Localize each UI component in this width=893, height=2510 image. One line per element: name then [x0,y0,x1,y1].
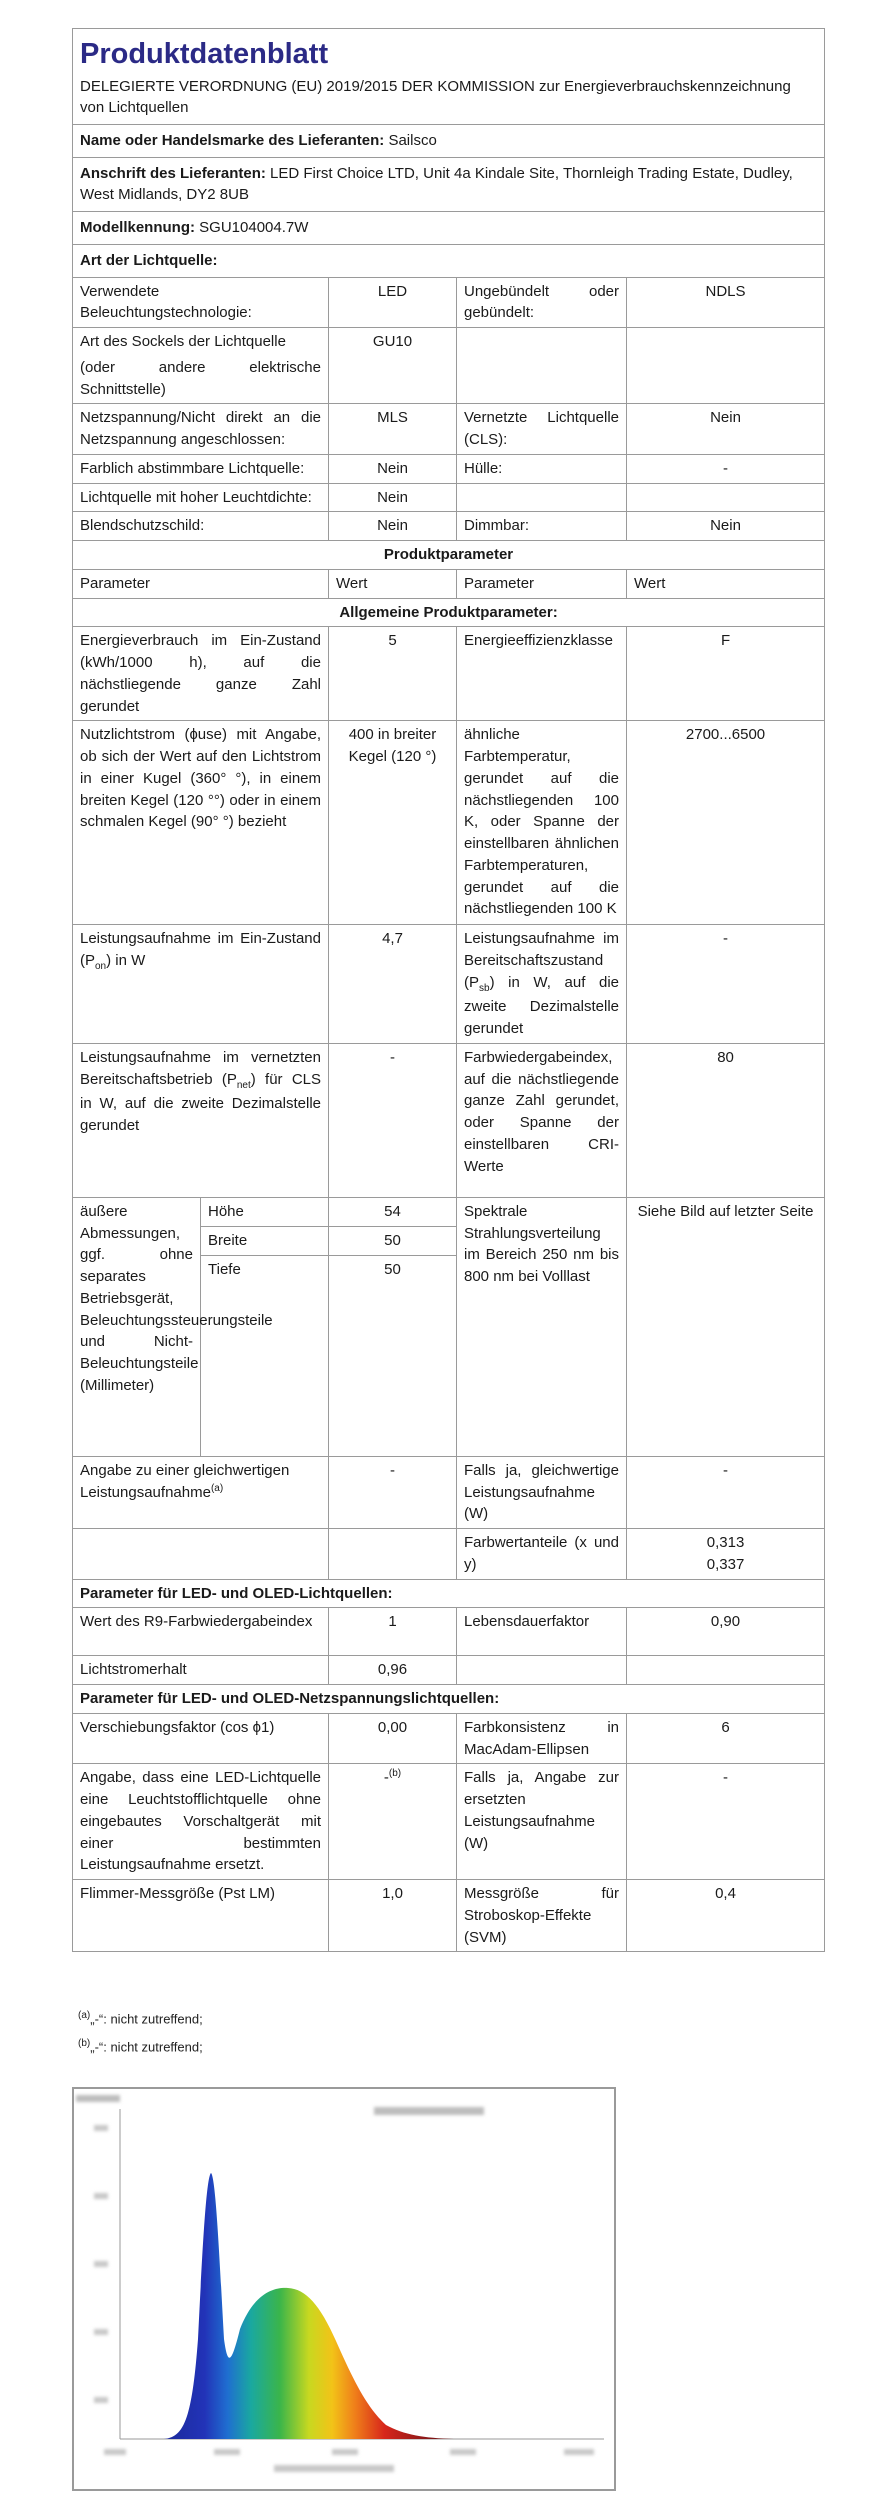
param-label: Messgröße für Stroboskop-Effekte (SVM) [457,1880,627,1952]
product-params-heading-row [73,541,825,570]
param-label: Leistungsaufnahme im vernetzten Bereitschaftsbetrieb (P [80,1048,321,1088]
footnote-marker: (a) [210,1482,224,1494]
param-empty [329,1529,457,1580]
type-row [73,483,825,512]
param-label: Nutzlichtstrom (ɸuse) mit Angabe, ob sich der Wert auf den Lichtstrom in einer Kugel (360° °), in einem breiten Kegel (120 °°) oder in einem schmalen Kegel (90° °) bezieht [73,721,329,925]
param-label: Farbwertanteile (x und y) [457,1529,627,1580]
param-label: Farbwiedergabeindex, auf die nächstliegende ganze Zahl gerundet, oder Spanne der einstellbaren CRI-Werte [457,1043,627,1197]
param-empty [627,1656,825,1685]
type-label: Vernetzte Lichtquelle (CLS): [457,404,627,455]
param-value: 2700...6500 [627,721,825,925]
param-row [73,721,825,925]
param-empty [73,1529,329,1580]
model-row [73,212,825,245]
depth-value: 50 [329,1255,457,1456]
param-value: 1 [329,1608,457,1656]
data-table [72,28,825,1952]
type-label: Ungebündelt oder gebündelt: [457,277,627,328]
param-label-subscript: sb [479,982,490,994]
param-label: ) in W, auf die zweite Dezimalstelle gerundet [464,973,619,1038]
depth-label: Tiefe [201,1255,329,1456]
param-row [73,1529,825,1580]
param-value: 6 [627,1713,825,1764]
param-row [73,1713,825,1764]
chromaticity-x: 0,313 [706,1534,745,1552]
param-value: 5 [329,627,457,721]
param-label: Angabe zu einer gleichwertigen Leistungsaufnahme [80,1461,290,1501]
param-value: 80 [627,1043,825,1197]
supplier-name-row [73,124,825,157]
chromaticity-y: 0,337 [706,1555,745,1573]
param-row [73,1043,825,1197]
param-empty [457,1656,627,1685]
param-label: ) für CLS in W, auf die zweite Dezimalstelle gerundet [80,1070,321,1134]
type-row [73,277,825,328]
type-label: Hülle: [457,454,627,483]
type-label: Verwendete Beleuchtungstechnologie: [73,277,329,328]
general-params-heading-row [73,598,825,627]
param-value: - [329,1456,457,1528]
param-label: Energieeffizienzklasse [457,627,627,721]
param-value: 4,7 [329,925,457,1044]
spectrum-label: Spektrale Strahlungsverteilung im Bereich 250 nm bis 800 nm bei Volllast [457,1197,627,1456]
type-label: Netzspannung/Nicht direkt an die Netzspannung angeschlossen: [73,404,329,455]
param-value: 1,0 [329,1880,457,1952]
height-label: Höhe [201,1197,329,1226]
column-header-row [73,569,825,598]
footnote-a-mark: (a) [78,2010,91,2021]
param-label: ) in W [106,952,146,970]
led-params-heading: Parameter für LED- und OLED-Lichtquellen: [73,1579,825,1608]
param-row [73,1608,825,1656]
footnote-a-text: „-“: nicht zutreffend; [90,2011,203,2027]
model-label: Modellkennung: [80,219,195,237]
dimensions-row [73,1197,825,1226]
param-label: Leistungsaufnahme im Bereitschaftszustand (P [464,930,619,991]
type-value: NDLS [627,277,825,328]
spectrum-curve [164,2173,454,2439]
param-label: Falls ja, gleichwertige Leistungsaufnahme (W) [457,1456,627,1528]
param-value: - [627,925,825,1044]
param-value: 0,96 [329,1656,457,1685]
supplier-name-label: Name oder Handelsmarke des Lieferanten: [80,131,385,149]
column-header-param: Parameter [457,569,627,598]
type-value: Nein [329,512,457,541]
type-value: - [627,454,825,483]
footnote-b [78,2038,203,2054]
param-row [73,1656,825,1685]
type-label: Farblich abstimmbare Lichtquelle: [73,454,329,483]
param-row [73,1456,825,1528]
footnote-b-text: „-“: nicht zutreffend; [90,2039,203,2055]
type-label: Art des Sockels der Lichtquelle [80,333,286,351]
footnote-marker: (b) [388,1768,402,1780]
type-value: Nein [329,454,457,483]
param-label-subscript: on [95,961,107,973]
param-label: ähnliche Farbtemperatur, gerundet auf die nächstliegenden 100 K, oder Spanne der einstellbaren ähnlichen Farbtemperaturen, gerundet auf die nächstliegenden 100 K [457,721,627,925]
param-label: Wert des R9-Farbwiedergabeindex [73,1608,329,1656]
supplier-address-label: Anschrift des Lieferanten: [80,164,266,182]
type-row [73,512,825,541]
param-value: F [627,627,825,721]
product-data-sheet [72,28,824,1952]
spectral-distribution-image [72,2087,616,2491]
param-label: Angabe, dass eine LED-Lichtquelle eine Leuchtstofflichtquelle ohne eingebautes Vorschaltgerät mit einer bestimmten Leistungsaufnahme ersetzt. [73,1764,329,1880]
param-label: Falls ja, Angabe zur ersetzten Leistungsaufnahme (W) [457,1764,627,1880]
general-params-heading: Allgemeine Produktparameter: [73,598,825,627]
param-row [73,627,825,721]
supplier-address-value: LED First Choice LTD, Unit 4a Kindale Site, Thornleigh Trading Estate, Dudley, West Midlands, DY2 8UB [80,164,793,204]
product-params-heading: Produktparameter [73,541,825,570]
supplier-address-row [73,157,825,212]
param-value: - [627,1764,825,1880]
footnote-b-mark: (b) [78,2038,91,2049]
page-title: Produktdatenblatt [80,38,329,70]
type-value: MLS [329,404,457,455]
type-value: GU10 [329,328,457,404]
type-label: Blendschutzschild: [73,512,329,541]
param-label: Energieverbrauch im Ein-Zustand (kWh/1000 h), auf die nächstliegende ganze Zahl gerundet [73,627,329,721]
column-header-param: Parameter [73,569,329,598]
column-header-value: Wert [329,569,457,598]
width-value: 50 [329,1226,457,1255]
param-value: - [329,1043,457,1197]
height-value: 54 [329,1197,457,1226]
param-value: 0,4 [627,1880,825,1952]
type-empty [627,328,825,404]
title-row [73,29,825,125]
footnote-a [78,2010,203,2026]
param-value: - [383,1769,389,1787]
type-empty [457,328,627,404]
mls-params-heading: Parameter für LED- und OLED-Netzspannungslichtquellen: [73,1685,825,1714]
type-value: LED [329,277,457,328]
param-value: - [627,1456,825,1528]
param-label: Lichtstromerhalt [73,1656,329,1685]
supplier-name-value: Sailsco [388,131,437,149]
type-row [73,454,825,483]
param-label: Lebensdauerfaktor [457,1608,627,1656]
dimensions-label: äußere Abmessungen, ggf. ohne separates Betriebsgerät, Beleuchtungssteuerungsteile und Nicht-Beleuchtungsteile (Millimeter) [73,1197,201,1456]
column-header-value: Wert [627,569,825,598]
spectral-distribution-graphic [74,2089,614,2489]
type-empty [457,483,627,512]
param-value: 0,90 [627,1608,825,1656]
param-row [73,925,825,1044]
type-row [73,328,825,404]
param-value: 0,00 [329,1713,457,1764]
type-label: Dimmbar: [457,512,627,541]
param-value: 400 in breiter Kegel (120 °) [329,721,457,925]
type-value: Nein [627,512,825,541]
led-params-heading-row [73,1579,825,1608]
spectrum-value: Siehe Bild auf letzter Seite [627,1197,825,1456]
param-label: Flimmer-Messgröße (Pst LM) [73,1880,329,1952]
type-label-extra: (oder andere elektrische Schnittstelle) [80,358,321,398]
param-row [73,1764,825,1880]
param-label-subscript: net [236,1079,251,1091]
type-row [73,404,825,455]
type-empty [627,483,825,512]
mls-params-heading-row [73,1685,825,1714]
width-label: Breite [201,1226,329,1255]
model-value: SGU104004.7W [199,219,309,237]
type-value: Nein [627,404,825,455]
regulation-subtitle: DELEGIERTE VERORDNUNG (EU) 2019/2015 DER KOMMISSION zur Energieverbrauchskennzeichnung von Lichtquellen [80,77,791,116]
param-row [73,1880,825,1952]
light-source-type-heading-row [73,244,825,277]
light-source-type-heading: Art der Lichtquelle: [73,244,825,277]
param-label: Farbkonsistenz in MacAdam-Ellipsen [457,1713,627,1764]
param-label: Leistungsaufnahme im Ein-Zustand (P [80,930,321,970]
type-value: Nein [329,483,457,512]
param-label: Verschiebungsfaktor (cos ϕ1) [73,1713,329,1764]
type-label: Lichtquelle mit hoher Leuchtdichte: [73,483,329,512]
